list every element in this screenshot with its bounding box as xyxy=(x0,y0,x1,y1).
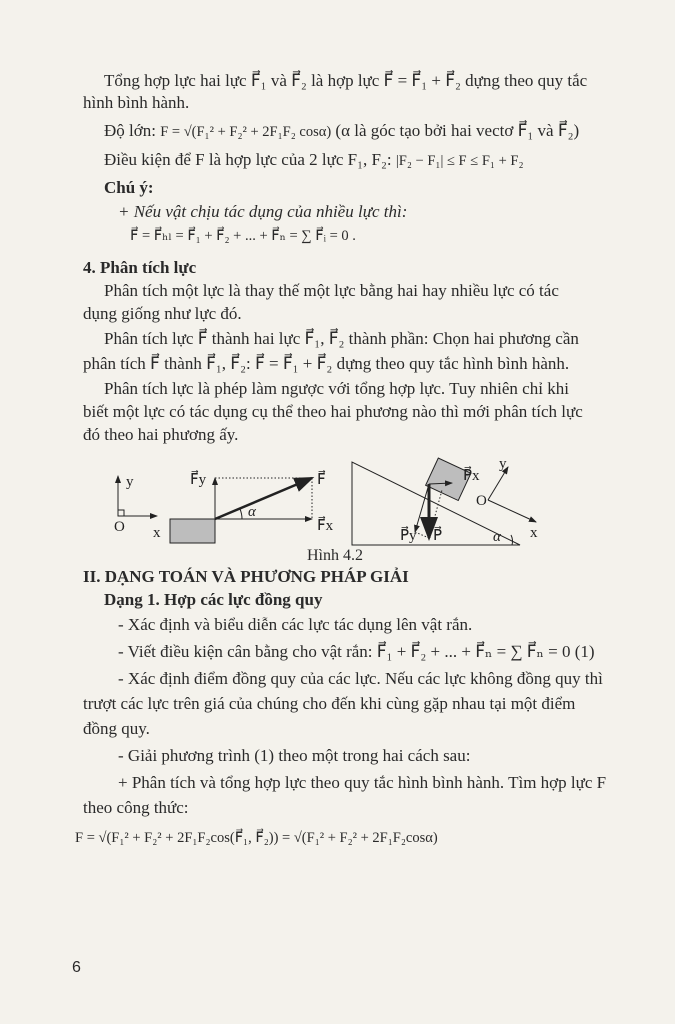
paragraph-line: Phân tích lực F⃗ thành hai lực F⃗₁, F⃗₂ thành phần: Chọn hai phương cần xyxy=(104,329,579,348)
paragraph-line: trượt các lực trên giá của chúng cho đến khi cùng gặp nhau tại một điểm xyxy=(83,694,576,713)
paragraph-line: - Viết điều kiện cân bằng cho vật rắn: F⃗₁ + F⃗₂ + ... + F⃗ₙ = ∑ F⃗ₙ = 0 (1) xyxy=(118,642,595,661)
paragraph-line: - Xác định điểm đồng quy của các lực. Nếu các lực không đồng quy thì xyxy=(118,669,603,688)
paragraph-line: biết một lực có tác dụng cụ thể theo hai phương nào thì mới phân tích lực xyxy=(83,402,583,421)
label: Độ lớn: xyxy=(104,121,156,140)
x-axis xyxy=(488,500,536,522)
paragraph-line: Phân tích lực là phép làm ngược với tổng hợp lực. Tuy nhiên chỉ khi xyxy=(104,379,569,398)
block xyxy=(170,519,215,543)
page-number: 6 xyxy=(72,959,81,976)
note-heading: Chú ý: xyxy=(104,178,154,197)
formula: |F₂ − F₁| ≤ F ≤ F₁ + F₂ xyxy=(395,153,524,169)
formula: F = √(F₁² + F₂² + 2F₁F₂cos(F⃗₁, F⃗₂)) = √(F₁² + F₂² + 2F₁F₂cosα) xyxy=(75,830,438,846)
label-alpha: α xyxy=(248,504,256,520)
paragraph-line: theo công thức: xyxy=(83,798,189,817)
label-px: P⃗x xyxy=(463,468,480,484)
label-x: x xyxy=(153,525,161,541)
section-heading: II. DẠNG TOÁN VÀ PHƯƠNG PHÁP GIẢI xyxy=(83,567,409,586)
label-alpha: α xyxy=(493,529,501,545)
label-fy: F⃗y xyxy=(190,472,207,488)
paragraph-line: Tổng hợp lực hai lực F⃗₁ và F⃗₂ là hợp lực F⃗ = F⃗₁ + F⃗₂ dựng theo quy tắc xyxy=(104,71,588,90)
paragraph-line: phân tích F⃗ thành F⃗₁, F⃗₂: F⃗ = F⃗₁ + F⃗₂ dựng theo quy tắc hình bình hành. xyxy=(83,354,570,373)
paragraph-line: Phân tích một lực là thay thế một lực bằng hai hay nhiều lực có tác xyxy=(104,281,559,300)
label-o: O xyxy=(476,493,487,509)
formula: F⃗ = F⃗ₕₗ = F⃗₁ + F⃗₂ + ... + F⃗ₙ = ∑ F⃗ᵢ = 0 . xyxy=(130,228,356,244)
label-o: O xyxy=(114,519,125,535)
label: Điều kiện để F là hợp lực của 2 lực F₁, F₂: xyxy=(104,150,392,169)
py-arrow xyxy=(415,484,429,532)
subsection-heading: Dạng 1. Hợp các lực đồng quy xyxy=(104,590,323,609)
paragraph-line: - Xác định và biểu diễn các lực tác dụng lên vật rắn. xyxy=(118,615,473,634)
paragraph-line: dụng giống như lực đó. xyxy=(83,304,242,323)
label-x: x xyxy=(530,525,538,541)
note: (α là góc tạo bởi hai vectơ F⃗₁ và F⃗₂) xyxy=(335,121,580,140)
label-f: F⃗ xyxy=(317,472,326,488)
f-arrow xyxy=(215,478,312,519)
left-diagram xyxy=(118,476,312,543)
paragraph-line: đó theo hai phương ấy. xyxy=(83,425,239,444)
label-y: y xyxy=(126,474,134,490)
formula: F = √(F₁² + F₂² + 2F₁F₂ cosα) xyxy=(160,124,332,140)
angle-arc xyxy=(240,509,242,519)
paragraph-line: hình bình hành. xyxy=(83,93,190,112)
paragraph-line: + Phân tích và tổng hợp lực theo quy tắc hình bình hành. Tìm hợp lực F xyxy=(118,773,607,792)
label-y: y xyxy=(499,456,507,472)
label-p: P⃗ xyxy=(433,528,443,544)
label-fx: F⃗x xyxy=(317,518,334,534)
paragraph-line: - Giải phương trình (1) theo một trong hai cách sau: xyxy=(118,746,471,765)
note-text: + Nếu vật chịu tác dụng của nhiều lực thì: xyxy=(118,202,408,221)
paragraph-line: đồng quy. xyxy=(83,719,150,738)
right-diagram xyxy=(352,458,536,545)
label-py: P⃗y xyxy=(400,528,417,544)
angle-arc xyxy=(511,535,512,545)
section-heading: 4. Phân tích lực xyxy=(83,258,197,277)
right-angle-mark xyxy=(118,510,124,516)
figure-caption: Hình 4.2 xyxy=(307,547,363,564)
